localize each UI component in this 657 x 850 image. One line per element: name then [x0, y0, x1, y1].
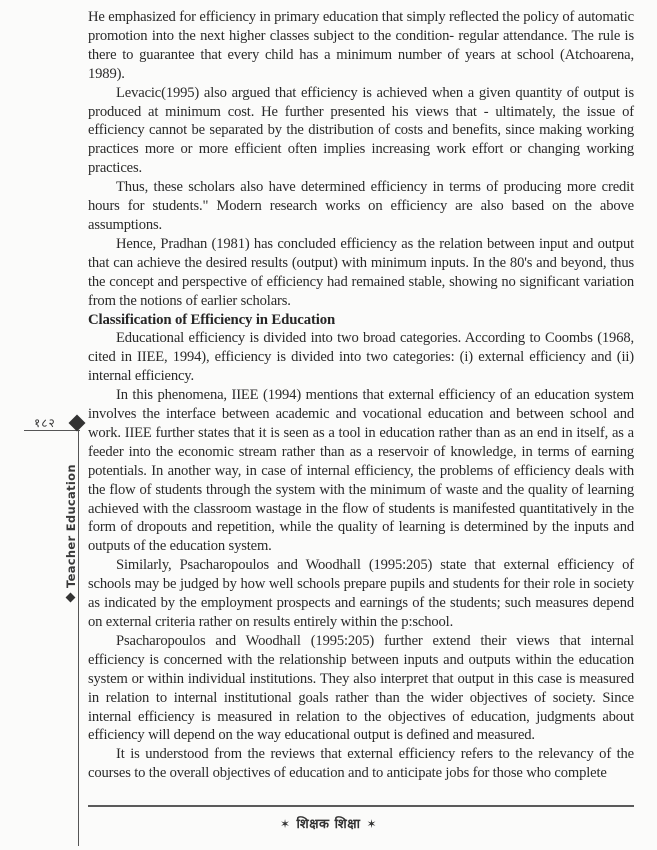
star-icon: ✶ [366, 817, 378, 831]
paragraph-4: Hence, Pradhan (1981) has concluded efficiency as the relation between input and output that can achieve the desired results (output) with minimum inputs. In the 80's and beyond, thus the concept and perspective of efficiency had remained stable, showing no significant variation from the notions of earlier scholars. [88, 235, 634, 309]
footer-rule [88, 805, 634, 807]
running-section-label: Teacher Education [64, 464, 78, 588]
page-number: १८२ [34, 416, 56, 430]
footer [0, 814, 657, 832]
section-paragraph-4: Psacharopoulos and Woodhall (1995:205) further extend their views that internal efficiency is concerned with the relationship between inputs and outputs within the education system or within individual institutions. They also interpret that output in this case is measured in relation to internal institutional goals rather than the wider objectives of society. Since internal efficiency is measured in relation to the objectives of education, judgments about efficiency will depend on the way educational output is defined and measured. [88, 632, 634, 744]
section-paragraph-3: Similarly, Psacharopoulos and Woodhall (1995:205) state that external efficiency of schools may be judged by how well schools prepare pupils and students for their role in society as indicated by the employment prospects and earnings of the students; such measures depend on external criteria rather on results entirely within the p:school. [88, 557, 634, 630]
small-diamond-icon [66, 593, 76, 603]
margin-vertical-rule [78, 430, 79, 846]
paragraph-2: Levacic(1995) also argued that efficiency is achieved when a given quantity of output is produced at minimum cost. He further presented his views that - ultimately, the issue of efficiency cannot be separated by the distribution of costs and benefits, since making working practices more or more efficient often implies increasing work effort or changing working practices. [88, 84, 634, 177]
star-icon: ✶ [279, 817, 291, 831]
footer-title: शिक्षक शिक्षा [296, 817, 361, 832]
section-paragraph-1: Educational efficiency is divided into two broad categories. According to Coombs (1968, cited in IIEE, 1994), efficiency is divided into two categories: (i) external efficiency and (ii) internal efficiency. [88, 330, 634, 385]
section-paragraph-2: In this phenomena, IIEE (1994) mentions that external efficiency of an education system involves the interface between academic and vocational education and between school and work. IIEE further states that it is seen as a tool in education rather than as an end in itself, as a feeder into the economic stream rather than as a reservoir of knowledge, in terms of earning potentials. In another way, in case of internal efficiency, the problems of efficiency deals with the flow of students through the system with the minimum of waste and the quality of learning achieved with the classroom wastage in the flow of students is manifested quantitatively in the form of dropouts and repetition, while the quality of learning is determined by the inputs and outputs of the education system. [88, 387, 634, 555]
paragraph-1: He emphasized for efficiency in primary education that simply reflected the policy of automatic promotion into the next higher classes subject to the condition- regular attendance. The rule is there to guarantee that every child has a minimum number of years at school (Atchoarena, 1989). [88, 9, 634, 82]
diamond-icon [69, 415, 86, 432]
page-body [88, 8, 634, 783]
paragraph-3: Thus, these scholars also have determined efficiency in terms of producing more credit hours for students." Modern research works on efficiency are also based on the above assumptions. [88, 179, 634, 233]
section-paragraph-5: It is understood from the reviews that external efficiency refers to the relevancy of the courses to the overall objectives of education and to anticipate jobs for those who complete [88, 746, 634, 782]
section-heading: Classification of Efficiency in Education [88, 311, 336, 328]
